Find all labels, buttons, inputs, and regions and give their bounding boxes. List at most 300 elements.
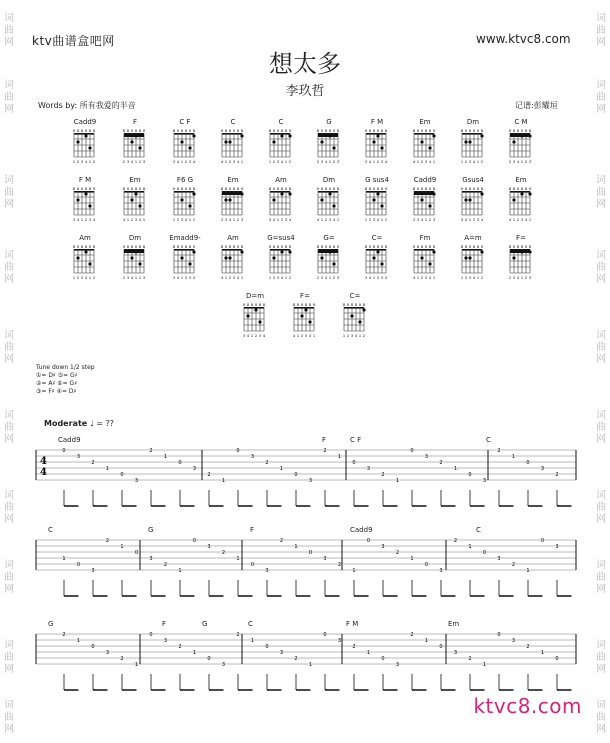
svg-text:×: × [176, 128, 180, 133]
svg-text:o: o [416, 128, 420, 133]
svg-text:×: × [460, 186, 464, 191]
svg-text:0: 0 [134, 550, 139, 556]
svg-text:2: 2 [120, 656, 124, 662]
chord-grid [506, 243, 536, 281]
svg-text:4: 4 [292, 334, 296, 338]
svg-text:o: o [122, 128, 126, 133]
svg-text:1: 1 [284, 276, 288, 280]
svg-text:3: 3 [424, 276, 428, 280]
svg-text:3: 3 [142, 276, 146, 280]
svg-text:4: 4 [176, 276, 180, 280]
svg-text:2: 2 [511, 562, 516, 568]
svg-text:o: o [84, 244, 88, 249]
svg-text:4: 4 [288, 218, 292, 222]
svg-text:3: 3 [250, 454, 255, 460]
svg-text:o: o [122, 186, 126, 191]
svg-text:1: 1 [134, 276, 138, 280]
svg-text:0: 0 [468, 472, 472, 478]
svg-text:3: 3 [188, 160, 192, 164]
chord-diagram [237, 292, 273, 339]
svg-text:o: o [134, 186, 138, 191]
chord-diagram [359, 118, 395, 165]
svg-text:2: 2 [516, 218, 520, 222]
svg-text:3: 3 [172, 160, 176, 164]
svg-text:3: 3 [350, 334, 354, 338]
svg-text:0: 0 [236, 448, 240, 454]
svg-text:×: × [420, 128, 424, 133]
svg-text:×: × [416, 186, 420, 191]
svg-text:4: 4 [412, 160, 416, 164]
svg-text:3: 3 [134, 478, 139, 484]
svg-text:1: 1 [88, 276, 92, 280]
svg-text:×: × [480, 244, 484, 249]
svg-text:o: o [72, 244, 76, 249]
svg-text:0: 0 [439, 644, 443, 650]
side-mark: 曲 [596, 187, 606, 198]
svg-text:2: 2 [508, 276, 512, 280]
svg-text:o: o [460, 128, 464, 133]
svg-text:3: 3 [284, 218, 288, 222]
svg-text:o: o [288, 244, 292, 249]
side-mark: 词 [596, 330, 606, 341]
svg-text:1: 1 [236, 556, 240, 562]
svg-text:3: 3 [337, 638, 342, 644]
svg-text:×: × [280, 244, 284, 249]
svg-text:4: 4 [192, 160, 196, 164]
side-mark: 曲 [4, 572, 14, 583]
svg-text:3: 3 [76, 454, 81, 460]
side-mark: 网 [4, 584, 14, 595]
chord-grid [340, 301, 370, 339]
svg-text:×: × [188, 128, 192, 133]
svg-text:o: o [480, 128, 484, 133]
svg-text:3: 3 [268, 218, 272, 222]
svg-text:3: 3 [460, 218, 464, 222]
svg-text:4: 4 [236, 276, 240, 280]
chord-name: F M [370, 118, 384, 126]
svg-text:×: × [288, 128, 292, 133]
svg-text:o: o [76, 128, 80, 133]
svg-text:o: o [368, 186, 372, 191]
svg-text:o: o [76, 186, 80, 191]
svg-text:o: o [428, 244, 432, 249]
svg-text:o: o [424, 128, 428, 133]
svg-text:×: × [284, 186, 288, 191]
svg-text:o: o [292, 302, 296, 307]
svg-text:o: o [284, 244, 288, 249]
svg-text:o: o [250, 302, 254, 307]
chord-diagram [359, 234, 395, 281]
svg-text:o: o [184, 128, 188, 133]
svg-text:2: 2 [228, 276, 232, 280]
svg-text:1: 1 [240, 276, 244, 280]
svg-text:2: 2 [376, 160, 380, 164]
svg-text:3: 3 [180, 218, 184, 222]
chord-name: A=m [464, 234, 482, 242]
svg-text:3: 3 [242, 334, 246, 338]
svg-text:×: × [384, 186, 388, 191]
svg-text:3: 3 [126, 160, 130, 164]
svg-text:2: 2 [184, 160, 188, 164]
svg-text:4: 4 [184, 218, 188, 222]
svg-text:×: × [276, 128, 280, 133]
measure-chord: F [162, 620, 167, 628]
chord-grid [314, 185, 344, 223]
svg-text:o: o [464, 244, 468, 249]
svg-text:2: 2 [324, 218, 328, 222]
svg-text:×: × [412, 244, 416, 249]
svg-text:o: o [246, 302, 250, 307]
side-mark: 网 [596, 354, 606, 365]
side-mark: 曲 [4, 652, 14, 663]
side-mark: 网 [596, 434, 606, 445]
svg-text:2: 2 [138, 276, 142, 280]
svg-text:2: 2 [122, 160, 126, 164]
svg-text:o: o [228, 244, 232, 249]
measure-chord: G [148, 526, 154, 534]
svg-text:×: × [220, 128, 224, 133]
svg-text:4: 4 [384, 160, 388, 164]
svg-text:2: 2 [376, 276, 380, 280]
svg-text:×: × [320, 128, 324, 133]
svg-text:o: o [92, 128, 96, 133]
svg-text:2: 2 [176, 218, 180, 222]
svg-text:3: 3 [323, 556, 327, 562]
side-mark: 网 [596, 514, 606, 525]
tempo-value: ♩ = ?? [90, 419, 115, 428]
measure-chord: G [202, 620, 208, 628]
svg-text:1: 1 [279, 466, 284, 472]
svg-text:3: 3 [149, 556, 153, 562]
svg-text:1: 1 [380, 218, 384, 222]
svg-text:×: × [236, 244, 240, 249]
chord-diagram [407, 176, 443, 223]
svg-text:o: o [84, 186, 88, 191]
svg-text:o: o [332, 186, 336, 191]
svg-text:2: 2 [346, 334, 350, 338]
svg-text:o: o [328, 244, 332, 249]
side-mark: 词 [4, 330, 14, 341]
svg-text:×: × [424, 244, 428, 249]
chord-grid [362, 185, 392, 223]
svg-text:×: × [368, 244, 372, 249]
svg-text:4: 4 [516, 160, 520, 164]
svg-text:1: 1 [180, 160, 184, 164]
svg-text:4: 4 [176, 160, 180, 164]
svg-text:o: o [354, 302, 358, 307]
svg-text:4: 4 [354, 334, 358, 338]
chord-diagram [117, 176, 153, 223]
side-mark: 曲 [596, 502, 606, 513]
svg-text:×: × [528, 186, 532, 191]
svg-text:o: o [516, 244, 520, 249]
side-mark: 词 [4, 410, 14, 421]
svg-text:o: o [272, 244, 276, 249]
side-mark: 曲 [4, 92, 14, 103]
svg-text:×: × [272, 186, 276, 191]
svg-text:2: 2 [149, 448, 153, 454]
svg-text:4: 4 [40, 467, 47, 478]
svg-text:3: 3 [192, 466, 197, 472]
svg-text:×: × [130, 128, 134, 133]
chord-name: Gsus4 [462, 176, 484, 184]
svg-text:4: 4 [480, 218, 484, 222]
transcriber-credit: 记谱:彭耀垣 [515, 101, 558, 110]
svg-text:o: o [192, 186, 196, 191]
svg-text:1: 1 [284, 160, 288, 164]
svg-text:3: 3 [482, 478, 487, 484]
measure-chord: F [322, 436, 327, 444]
svg-text:2: 2 [362, 334, 366, 338]
svg-text:o: o [508, 244, 512, 249]
svg-text:0: 0 [555, 656, 559, 662]
svg-text:1: 1 [62, 556, 66, 562]
side-mark: 词 [4, 250, 14, 261]
svg-text:4: 4 [524, 218, 528, 222]
side-mark: 网 [596, 584, 606, 595]
side-mark: 网 [596, 37, 606, 48]
svg-text:3: 3 [232, 276, 236, 280]
svg-text:1: 1 [172, 218, 176, 222]
svg-text:o: o [134, 128, 138, 133]
svg-text:o: o [432, 244, 436, 249]
song-title: 想太多 [269, 50, 341, 78]
svg-text:4: 4 [84, 276, 88, 280]
svg-text:o: o [80, 244, 84, 249]
svg-text:3: 3 [72, 218, 76, 222]
measure-chord: C [486, 436, 491, 444]
chord-diagram [337, 292, 373, 339]
svg-text:2: 2 [92, 160, 96, 164]
svg-text:4: 4 [220, 276, 224, 280]
svg-text:0: 0 [294, 472, 298, 478]
svg-text:o: o [126, 244, 130, 249]
svg-text:1: 1 [512, 218, 516, 222]
svg-text:o: o [228, 128, 232, 133]
chord-name: C [230, 118, 236, 126]
side-mark: 曲 [4, 502, 14, 513]
chord-diagram [167, 176, 203, 223]
svg-text:×: × [428, 186, 432, 191]
svg-text:4: 4 [220, 160, 224, 164]
side-mark: 词 [596, 175, 606, 186]
chord-grid [170, 185, 200, 223]
svg-text:1: 1 [142, 218, 146, 222]
svg-text:1: 1 [240, 160, 244, 164]
chord-diagram [407, 234, 443, 281]
chord-diagram [215, 118, 251, 165]
svg-text:1: 1 [364, 218, 368, 222]
svg-text:×: × [312, 302, 316, 307]
svg-text:1: 1 [88, 160, 92, 164]
svg-text:4: 4 [464, 218, 468, 222]
svg-text:2: 2 [76, 276, 80, 280]
measure-chord: F [250, 526, 255, 534]
svg-text:×: × [76, 244, 80, 249]
svg-text:4: 4 [40, 456, 47, 467]
svg-text:2: 2 [524, 160, 528, 164]
svg-text:4: 4 [384, 276, 388, 280]
chord-name: Emadd9- [169, 234, 201, 242]
svg-text:3: 3 [381, 544, 385, 550]
side-mark: 曲 [596, 25, 606, 36]
chord-name: Em [515, 176, 527, 184]
svg-text:3: 3 [265, 568, 269, 574]
svg-text:2: 2 [453, 538, 458, 544]
svg-text:o: o [142, 244, 146, 249]
svg-text:0: 0 [540, 538, 545, 544]
svg-text:×: × [240, 186, 244, 191]
svg-text:3: 3 [424, 160, 428, 164]
side-mark: 网 [4, 354, 14, 365]
svg-text:3: 3 [336, 160, 340, 164]
chord-grid [218, 243, 248, 281]
chord-diagram [263, 234, 299, 281]
svg-text:4: 4 [508, 218, 512, 222]
chord-grid [218, 127, 248, 165]
side-mark: 网 [596, 724, 606, 735]
side-mark: 词 [4, 700, 14, 711]
svg-text:1: 1 [432, 276, 436, 280]
svg-text:o: o [368, 128, 372, 133]
svg-text:1: 1 [72, 160, 76, 164]
svg-text:o: o [384, 244, 388, 249]
svg-text:o: o [512, 128, 516, 133]
svg-text:0: 0 [250, 562, 255, 568]
svg-text:0: 0 [192, 538, 197, 544]
svg-text:4: 4 [272, 218, 276, 222]
svg-text:o: o [460, 244, 464, 249]
svg-text:o: o [288, 186, 292, 191]
svg-text:4: 4 [516, 276, 520, 280]
svg-text:o: o [72, 186, 76, 191]
svg-text:4: 4 [122, 218, 126, 222]
svg-text:3: 3 [336, 276, 340, 280]
side-mark: 词 [4, 80, 14, 91]
svg-text:1: 1 [232, 218, 236, 222]
svg-text:1: 1 [511, 454, 516, 460]
chord-diagram [359, 176, 395, 223]
svg-text:2: 2 [316, 276, 320, 280]
chord-grid [506, 185, 536, 223]
svg-text:3: 3 [163, 638, 168, 644]
svg-text:×: × [172, 186, 176, 191]
svg-text:o: o [336, 128, 340, 133]
svg-text:0: 0 [410, 448, 414, 454]
svg-text:o: o [88, 186, 92, 191]
svg-text:o: o [524, 128, 528, 133]
svg-text:4: 4 [138, 218, 142, 222]
svg-text:o: o [376, 186, 380, 191]
chord-name: Am [227, 234, 239, 242]
chord-grid [362, 127, 392, 165]
svg-text:o: o [188, 186, 192, 191]
svg-text:4: 4 [76, 218, 80, 222]
chord-diagram [117, 118, 153, 165]
svg-text:o: o [372, 244, 376, 249]
side-mark: 词 [596, 250, 606, 261]
svg-text:×: × [92, 186, 96, 191]
svg-text:o: o [350, 302, 354, 307]
svg-text:o: o [176, 244, 180, 249]
svg-text:3: 3 [380, 276, 384, 280]
svg-text:1: 1 [328, 276, 332, 280]
svg-text:×: × [380, 244, 384, 249]
svg-text:o: o [416, 244, 420, 249]
svg-text:2: 2 [480, 276, 484, 280]
tuning-line: ①= D♯ ⑤= G♯ [36, 372, 78, 379]
svg-text:1: 1 [180, 276, 184, 280]
svg-text:1: 1 [296, 334, 300, 338]
svg-text:o: o [508, 186, 512, 191]
svg-text:0: 0 [381, 656, 385, 662]
side-mark: 网 [596, 104, 606, 115]
side-mark: 词 [596, 80, 606, 91]
svg-text:2: 2 [84, 218, 88, 222]
svg-text:×: × [134, 244, 138, 249]
svg-text:o: o [262, 302, 266, 307]
svg-text:×: × [80, 186, 84, 191]
svg-text:4: 4 [420, 218, 424, 222]
svg-text:o: o [284, 128, 288, 133]
svg-text:2: 2 [265, 460, 269, 466]
svg-text:o: o [480, 186, 484, 191]
chord-name: Am [79, 234, 91, 242]
svg-text:0: 0 [265, 644, 269, 650]
svg-text:o: o [520, 186, 524, 191]
svg-text:2: 2 [272, 160, 276, 164]
svg-text:1: 1 [178, 568, 182, 574]
svg-text:2: 2 [254, 334, 258, 338]
tempo-marking [44, 419, 114, 428]
chord-grid [410, 243, 440, 281]
chord-name: C [278, 118, 284, 126]
svg-text:×: × [476, 128, 480, 133]
svg-text:o: o [476, 186, 480, 191]
svg-text:3: 3 [328, 218, 332, 222]
svg-text:o: o [276, 244, 280, 249]
svg-text:o: o [316, 244, 320, 249]
svg-text:3: 3 [453, 650, 458, 656]
side-mark: 词 [596, 700, 606, 711]
svg-text:o: o [268, 128, 272, 133]
svg-text:2: 2 [420, 276, 424, 280]
svg-text:2: 2 [105, 538, 110, 544]
chord-grid [410, 127, 440, 165]
svg-text:0: 0 [149, 632, 153, 638]
svg-text:o: o [126, 128, 130, 133]
chord-grid [170, 127, 200, 165]
svg-text:4: 4 [376, 218, 380, 222]
side-mark: 网 [4, 104, 14, 115]
svg-text:4: 4 [324, 276, 328, 280]
svg-text:4: 4 [368, 276, 372, 280]
svg-text:2: 2 [288, 276, 292, 280]
svg-text:×: × [72, 128, 76, 133]
svg-text:2: 2 [332, 160, 336, 164]
svg-text:3: 3 [439, 568, 443, 574]
chord-grid [314, 243, 344, 281]
svg-text:1: 1 [460, 160, 464, 164]
svg-text:×: × [364, 128, 368, 133]
svg-text:2: 2 [428, 218, 432, 222]
side-mark: 词 [596, 560, 606, 571]
svg-text:3: 3 [207, 544, 211, 550]
svg-text:o: o [472, 244, 476, 249]
svg-text:3: 3 [476, 218, 480, 222]
svg-text:2: 2 [279, 538, 284, 544]
svg-text:o: o [320, 244, 324, 249]
